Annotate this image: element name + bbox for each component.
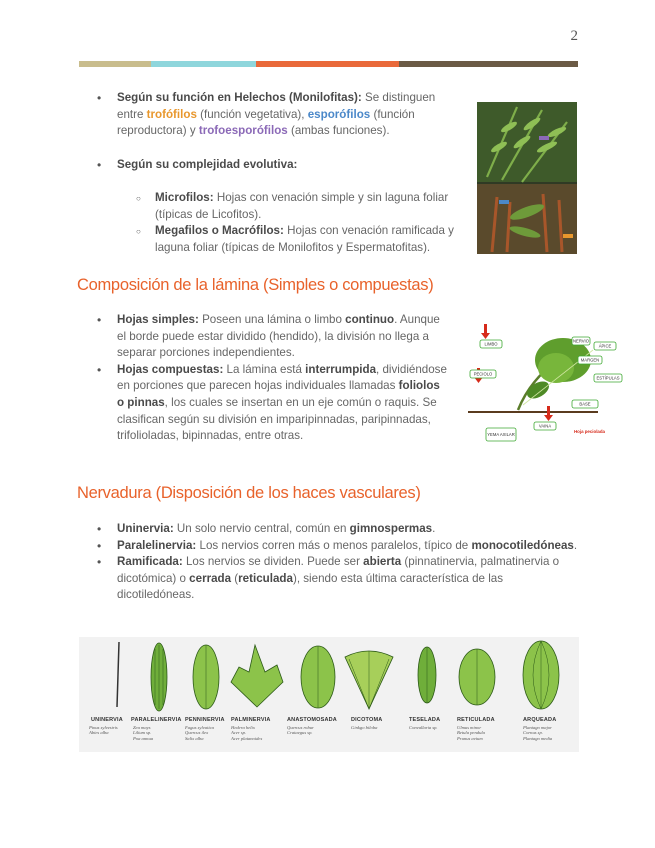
- venation-species: Fagus sylvatica Quercus ilex Salix alba: [185, 725, 214, 741]
- list-item: ○ Megafilos o Macrófilos: Hojas con venación ramificada y laguna foliar (típicas de Monilofitos y Espermatofitas).: [79, 223, 471, 256]
- venation-label: ARQUEADA: [523, 717, 557, 723]
- color-bar-segment: [79, 61, 151, 67]
- list-item: • Uninervia: Un solo nervio central, común en gimnospermas.: [79, 521, 579, 538]
- list-item: • Hojas compuestas: La lámina está interrumpida, dividiéndose en porciones que parecen hojas individuales llamadas foliolos o pinnas, los cuales se insertan en un eje común o raquis. Se clasifican según su división en imparipinnadas, paripinnadas, trifolioladas, bipinnadas, entre otras.: [79, 362, 449, 445]
- venation-species: Hedera helix Acer sp. Acer platanoides: [231, 725, 263, 741]
- diagram-label: NERVIO: [573, 338, 589, 344]
- venation-label: TESELADA: [409, 717, 441, 723]
- leaf-drawings: [79, 637, 579, 717]
- header-color-bar: [79, 61, 578, 67]
- venation-label: PENNINERVIA: [185, 717, 225, 723]
- arrow-icon: [539, 136, 549, 140]
- venation-label: PARALELINERVIA: [131, 717, 182, 723]
- list-item: • Ramificada: Los nervios se dividen. Puede ser abierta (pinnatinervia, palmatinervia o dicotómica) o cerrada (reticulada), siendo esta última característica de las dicotiledóneas.: [79, 554, 579, 604]
- leaf-palminervia: [231, 645, 283, 707]
- venation-label: PALMINERVIA: [231, 717, 271, 723]
- evolution-sublist: [79, 190, 471, 256]
- fern-photo: [477, 102, 577, 254]
- venation-label: DICOTOMA: [351, 717, 383, 723]
- list-item: • Paralelinervia: Los nervios corren más o menos paralelos, típico de monocotiledóneas.: [79, 538, 579, 555]
- venation-species: Zea mays Lilium sp. Poa annua: [133, 725, 154, 741]
- lamina-section: [79, 312, 449, 445]
- diagram-label: VAINA: [538, 423, 552, 429]
- list-item: • Según su complejidad evolutiva:: [79, 157, 464, 174]
- venation-species: Ginkgo biloba: [351, 725, 378, 730]
- color-bar-segment: [256, 61, 399, 67]
- diagram-label: ÁPICE: [598, 343, 612, 349]
- diagram-label: ESTÍPULAS: [596, 375, 620, 381]
- diagram-label: PECIOLO: [473, 371, 493, 377]
- arrow-icon: [563, 234, 573, 238]
- leaf-uninervia: [117, 642, 119, 707]
- color-bar-segment: [151, 61, 256, 67]
- diagram-label: YEMA AXILAR: [487, 432, 515, 437]
- page-number: 2: [570, 28, 578, 44]
- arrow-icon: [499, 200, 509, 204]
- diagram-label: MARGEN: [580, 357, 600, 363]
- list-item: ○ Microfilos: Hojas con venación simple y sin laguna foliar (típicas de Licofitos).: [79, 190, 471, 223]
- leaf-parts-diagram: [468, 320, 628, 445]
- list-item: • Según su función en Helechos (Monilofitas): Se distinguen entre trofófilos (función vegetativa), esporófilos (función reproductora) y trofoesporófilos (ambas funciones).: [79, 90, 464, 140]
- diagram-label: LIMBO: [484, 341, 498, 347]
- fern-leaf-section: [79, 90, 464, 140]
- venation-species: Quercus robur Crataegus sp.: [287, 725, 314, 736]
- color-bar-segment: [399, 61, 578, 67]
- list-item: • Hojas simples: Poseen una lámina o limbo continuo. Aunque el borde puede estar dividido (hendido), la división no llega a separar porciones independientes.: [79, 312, 449, 362]
- venation-species: Pinus sylvestris Abies alba: [89, 725, 118, 736]
- evolution-section: [79, 157, 464, 174]
- venation-species: Convallaria sp.: [409, 725, 438, 730]
- venation-types-illustration: [79, 637, 579, 752]
- venation-species: Ulmus minor Betula pendula Prunus avium: [457, 725, 485, 741]
- section-heading: Composición de la lámina (Simples o compuestas): [77, 276, 434, 294]
- venation-species: Plantago major Cornus sp. Plantago media: [523, 725, 553, 741]
- section-heading: Nervadura (Disposición de los haces vasculares): [77, 484, 421, 502]
- venation-label: UNINERVIA: [91, 717, 123, 723]
- venation-section: [79, 521, 579, 604]
- diagram-label: BASE: [579, 401, 591, 407]
- diagram-caption: Hoja peciolada: [574, 429, 605, 434]
- venation-label: ANASTOMOSADA: [287, 717, 337, 723]
- venation-label: RETICULADA: [457, 717, 495, 723]
